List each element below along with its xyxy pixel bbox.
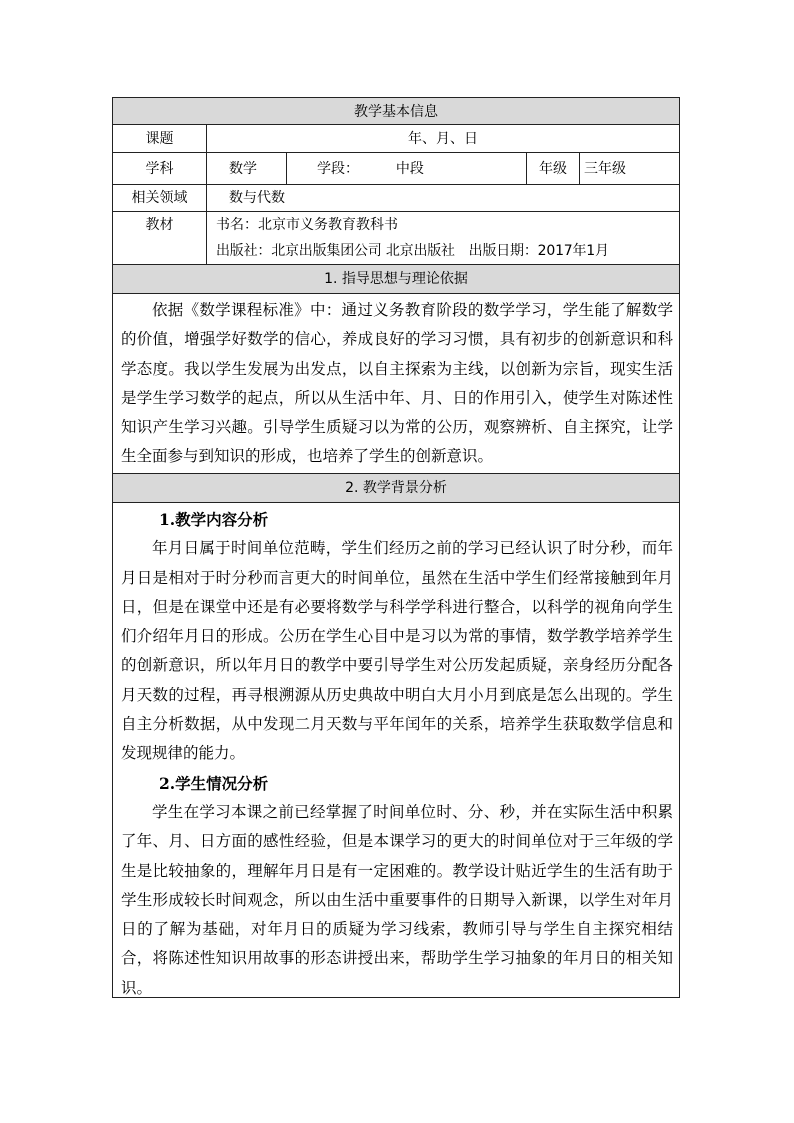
textbook-label: 教材	[145, 217, 174, 233]
stage-label: 学段：	[317, 161, 359, 177]
textbook-value	[206, 212, 679, 264]
topic-value: 年、月、日	[206, 125, 679, 152]
stage-value: 中段	[395, 161, 424, 177]
subject-label: 学科	[145, 161, 174, 177]
textbook-publisher: 出版社：北京出版集团公司 北京出版社 出版日期：2017年1月	[216, 243, 609, 259]
section1-content	[112, 294, 680, 474]
domain-row	[112, 185, 680, 212]
content-analysis-heading: 1.教学内容分析	[159, 510, 269, 529]
textbook-row	[112, 212, 680, 265]
domain-value: 数与代数	[206, 185, 679, 211]
student-analysis-paragraph: 学生在学习本课之前已经掌握了时间单位时、分、秒，并在实际生活中积累了年、月、日方面的感性经验，但是本课学习的更大的时间单位对于三年级的学生是比较抽象的，理解年月日是有一定困难的。教学设计贴近学生的生活有助于学生形成较长时间观念，所以由生活中重要事件的日期导入新课，以学生对年月日的了解为基础，对年月日的质疑为学习线索，教师引导与学生自主探究相结合，将陈述性知识用故事的形态讲授出来，帮助学生学习抽象的年月日的相关知识。	[121, 802, 673, 997]
subject-row	[112, 153, 680, 185]
stage-cell	[286, 153, 526, 184]
topic-label: 课题	[145, 131, 174, 147]
content-analysis-paragraph: 年月日属于时间单位范畴，学生们经历之前的学习已经认识了时分秒，而年月日是相对于时分秒而言更大的时间单位，虽然在生活中学生们经常接触到年月日，但是在课堂中还是有必要将数学与科学学科进行整合，以科学的视角向学生们介绍年月日的形成。公历在学生心目中是习以为常的事情，数学教学培养学生的创新意识，所以年月日的教学中要引导学生对公历发起质疑，亲身经历分配各月天数的过程，再寻根溯源从历史典故中明白大月小月到底是怎么出现的。学生自主分析数据，从中发现二月天数与平年闰年的关系，培养学生获取数学信息和发现规律的能力。	[121, 539, 673, 763]
domain-label: 相关领域	[131, 190, 188, 206]
textbook-name: 书名：北京市义务教育教科书	[216, 217, 398, 233]
grade-value: 三年级	[579, 153, 679, 184]
section1-title: 1. 指导思想与理论依据	[324, 271, 468, 287]
section2-header	[112, 474, 680, 503]
basic-info-header	[112, 97, 680, 125]
section1-paragraph: 依据《数学课程标准》中：通过义务教育阶段的数学学习，学生能了解数学的价值，增强学好数学的信心，养成良好的学习习惯，具有初步的创新意识和科学态度。我以学生发展为出发点，以自主探索为主线，以创新为宗旨，现实生活是学生学习数学的起点，所以从生活中年、月、日的作用引入，使学生对陈述性知识产生学习兴趣。引导学生质疑习以为常的公历，观察辨析、自主探究，让学生全面参与到知识的形成，也培养了学生的创新意识。	[121, 301, 673, 466]
student-analysis-heading: 2.学生情况分析	[159, 773, 269, 793]
section2-content	[112, 503, 680, 998]
grade-label: 年级	[526, 153, 579, 184]
subject-value: 数学	[206, 153, 286, 184]
section1-header	[112, 265, 680, 294]
topic-row	[112, 125, 680, 153]
basic-info-title: 教学基本信息	[354, 104, 438, 120]
section2-title: 2. 教学背景分析	[345, 480, 447, 496]
